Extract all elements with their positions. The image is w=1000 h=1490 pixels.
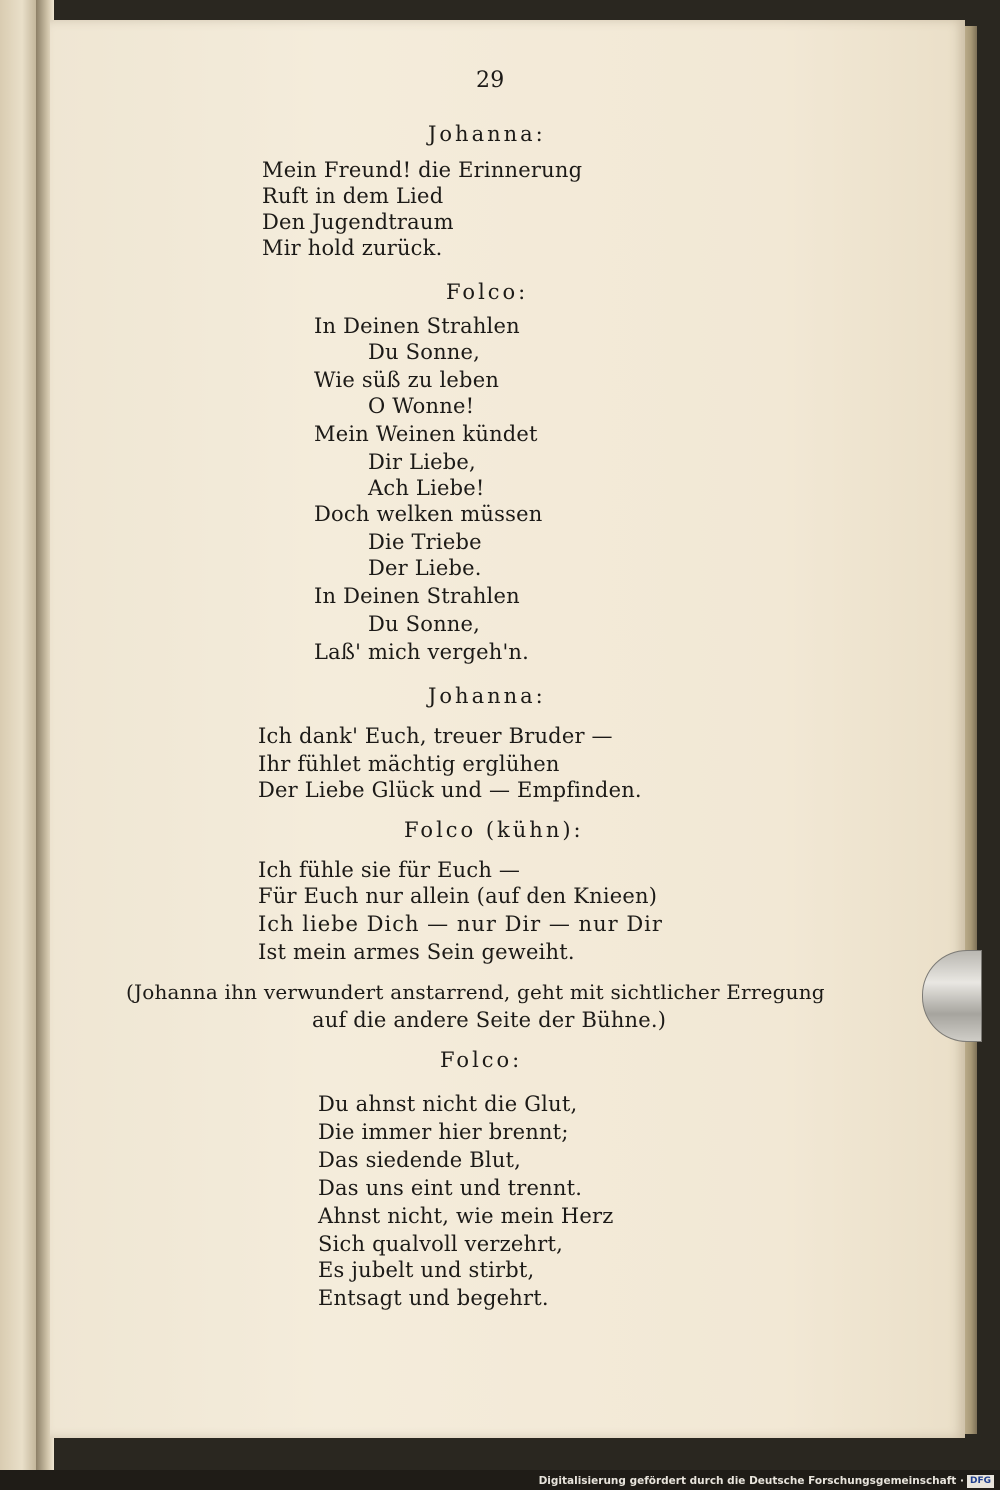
verse-line: Dir Liebe, (368, 450, 476, 474)
verse-line: Ruft in dem Lied (262, 184, 444, 208)
verse-line: Doch welken müssen (314, 502, 543, 526)
verse-line: Ahnst nicht, wie mein Herz (318, 1204, 614, 1228)
page-number: 29 (476, 68, 505, 93)
speaker-label: Johanna: (428, 122, 546, 146)
verse-line: Der Liebe. (368, 556, 482, 580)
verse-line: Mein Weinen kündet (314, 422, 538, 446)
digitization-footer (539, 1472, 994, 1490)
verse-line: Du ahnst nicht die Glut, (318, 1092, 578, 1116)
previous-page-edge (0, 0, 40, 1470)
verse-line: Mein Freund! die Erinnerung (262, 158, 583, 182)
speaker-label: Folco: (446, 280, 529, 304)
verse-line: Die immer hier brennt; (318, 1120, 569, 1144)
verse-line: Du Sonne, (368, 612, 481, 636)
verse-line: Die Triebe (368, 530, 482, 554)
verse-line: In Deinen Strahlen (314, 314, 520, 338)
verse-line: Laß' mich vergeh'n. (314, 640, 530, 664)
verse-line: Den Jugendtraum (262, 210, 454, 234)
verse-line: Wie süß zu leben (314, 368, 500, 392)
stage-direction: (Johanna ihn verwundert anstarrend, geht mit sichtlicher Erregung (126, 980, 825, 1004)
dfg-logo: DFG (967, 1475, 994, 1488)
verse-line: Für Euch nur allein (auf den Knieen) (258, 884, 658, 908)
speaker-label: Johanna: (428, 684, 546, 708)
verse-line: Ach Liebe! (368, 476, 485, 500)
verse-line: Ich dank' Euch, treuer Bruder — (258, 724, 613, 748)
stage-direction: auf die andere Seite der Bühne.) (312, 1008, 667, 1032)
verse-line: O Wonne! (368, 394, 475, 418)
verse-line: Das uns eint und trennt. (318, 1176, 583, 1200)
verse-line: In Deinen Strahlen (314, 584, 520, 608)
verse-line: Sich qualvoll verzehrt, (318, 1232, 563, 1256)
verse-line: Der Liebe Glück und — Empfinden. (258, 778, 642, 802)
verse-line: Du Sonne, (368, 340, 481, 364)
speaker-label: Folco (kühn): (404, 818, 584, 842)
verse-line: Ist mein armes Sein geweiht. (258, 940, 575, 964)
verse-line: Entsagt und begehrt. (318, 1286, 549, 1310)
verse-line: Das siedende Blut, (318, 1148, 522, 1172)
verse-line: Ich liebe Dich — nur Dir — nur Dir (258, 912, 663, 936)
verse-line: Ihr fühlet mächtig erglühen (258, 752, 560, 776)
verse-line: Mir hold zurück. (262, 236, 443, 260)
footer-text: Digitalisierung gefördert durch die Deutsche Forschungsgemeinschaft · (538, 1475, 964, 1487)
verse-line: Ich fühle sie für Euch — (258, 858, 521, 882)
speaker-label: Folco: (440, 1048, 523, 1072)
verse-line: Es jubelt und stirbt, (318, 1258, 535, 1282)
